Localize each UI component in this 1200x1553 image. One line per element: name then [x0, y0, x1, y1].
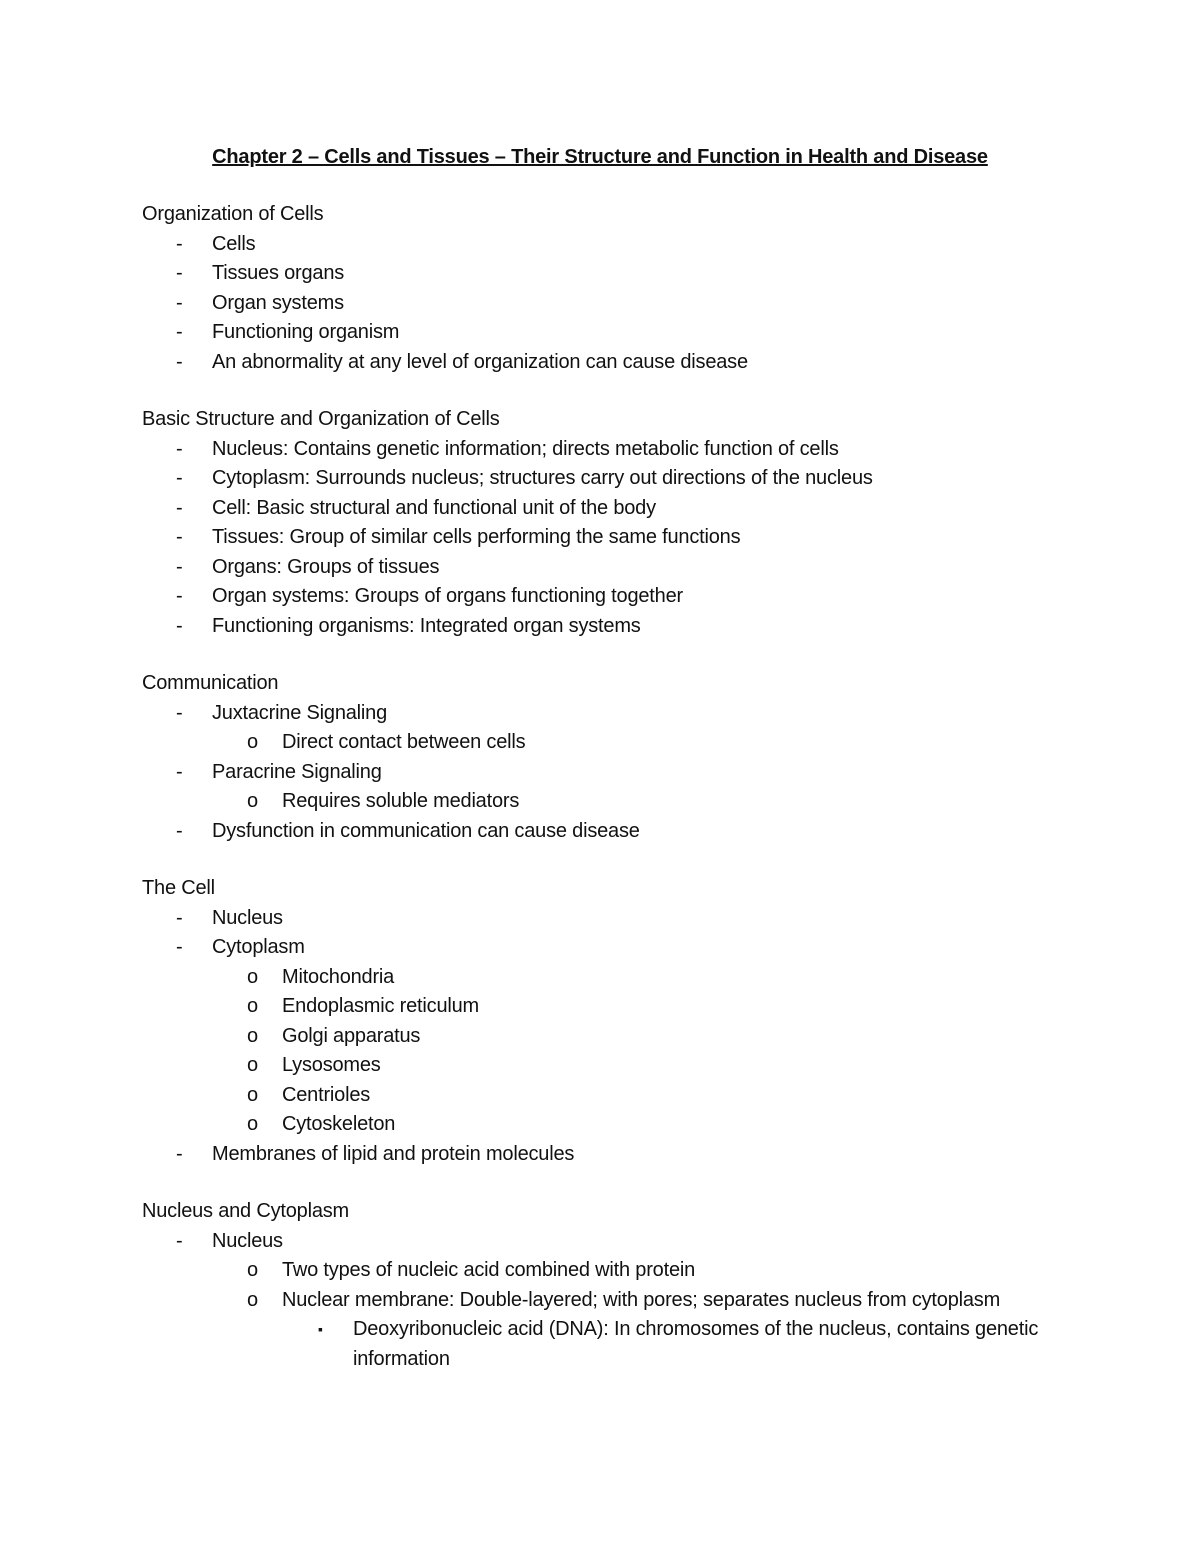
page-title: Chapter 2 – Cells and Tissues – Their Structure and Function in Health and Disease [212, 146, 988, 168]
dash-bullet: - [176, 1229, 183, 1252]
circle-bullet: o [247, 1024, 258, 1047]
circle-bullet: o [247, 1288, 258, 1311]
dash-bullet: - [176, 906, 183, 929]
list-item [142, 230, 1062, 260]
circle-bullet: o [247, 1259, 258, 1281]
circle-bullet: o [247, 790, 258, 812]
dash-bullet: - [176, 555, 183, 578]
circle-bullet: o [247, 995, 258, 1017]
list-item [142, 933, 1062, 963]
list-item [142, 817, 1062, 847]
list-item-text: Organ systems: Groups of organs functioning together [212, 585, 683, 607]
list-item [142, 289, 1062, 319]
section-the-cell [142, 874, 1062, 1169]
dash-bullet: - [176, 1142, 183, 1165]
section-organization-of-cells [142, 200, 1062, 377]
section-communication [142, 669, 1062, 846]
list-item [142, 612, 1062, 642]
list-item-text: Deoxyribonucleic acid (DNA): In chromosomes of the nucleus, contains genetic information [353, 1318, 1039, 1370]
list-item-text: Paracrine Signaling [212, 760, 382, 783]
list-item [142, 904, 1062, 934]
sub-list-item [142, 1110, 1062, 1140]
list-item [142, 435, 1062, 465]
document-body [142, 200, 1062, 1402]
list-item-text: Endoplasmic reticulum [282, 995, 479, 1017]
sub-list-item [142, 1286, 1062, 1316]
dash-bullet: - [176, 526, 183, 548]
sub-list-item [142, 728, 1062, 758]
list-item [142, 259, 1062, 289]
list-item-text: Organ systems [212, 291, 344, 314]
list-item-text: Centrioles [282, 1083, 371, 1106]
list-item-text: Nucleus [212, 906, 283, 929]
list-item-text: Cells [212, 232, 256, 255]
dash-bullet: - [176, 321, 183, 343]
list-item [142, 582, 1062, 612]
section-heading: Communication [142, 672, 279, 694]
list-item [142, 494, 1062, 524]
sub-list-item [142, 963, 1062, 993]
sub-list-item [142, 992, 1062, 1022]
list-item-text: Two types of nucleic acid combined with protein [282, 1259, 696, 1281]
dash-bullet: - [176, 585, 183, 607]
dash-bullet: - [176, 232, 183, 255]
circle-bullet: o [247, 965, 258, 988]
list-item-text: Cytoplasm [212, 936, 305, 958]
list-item-text: Nuclear membrane: Double-layered; with pores; separates nucleus from cytoplasm [282, 1288, 1001, 1311]
list-item [142, 1140, 1062, 1170]
dash-bullet: - [176, 496, 183, 519]
list-item-text: Functioning organism [212, 321, 400, 343]
sub-list-item [142, 1081, 1062, 1111]
dash-bullet: - [176, 291, 183, 314]
section-heading: The Cell [142, 877, 215, 899]
sub-list-item [142, 1256, 1062, 1286]
list-item-text: Requires soluble mediators [282, 790, 520, 812]
section-basic-structure [142, 405, 1062, 641]
list-item [142, 348, 1062, 378]
dash-bullet: - [176, 819, 183, 842]
list-item [142, 1227, 1062, 1257]
list-item-text: An abnormality at any level of organization can cause disease [212, 350, 748, 373]
list-item [142, 464, 1062, 494]
list-item-text: Tissues organs [212, 262, 345, 284]
circle-bullet: o [247, 1113, 258, 1135]
section-heading: Organization of Cells [142, 203, 324, 225]
list-item [142, 318, 1062, 348]
dash-bullet: - [176, 437, 183, 460]
list-item-text: Direct contact between cells [282, 731, 526, 753]
list-item-text: Functioning organisms: Integrated organ systems [212, 614, 641, 637]
dash-bullet: - [176, 262, 183, 284]
list-item-text: Cytoplasm: Surrounds nucleus; structures carry out directions of the nucleus [212, 467, 873, 489]
dash-bullet: - [176, 350, 183, 373]
sub-list-item [142, 1051, 1062, 1081]
list-item-text: Tissues: Group of similar cells performing the same functions [212, 526, 741, 548]
list-item [142, 758, 1062, 788]
dash-bullet: - [176, 701, 183, 724]
circle-bullet: o [247, 1083, 258, 1106]
section-nucleus-and-cytoplasm [142, 1197, 1062, 1374]
list-item-text: Cytoskeleton [282, 1113, 396, 1135]
dash-bullet: - [176, 936, 183, 958]
list-item-text: Nucleus [212, 1229, 283, 1252]
list-item-text: Cell: Basic structural and functional unit of the body [212, 496, 656, 519]
section-heading: Basic Structure and Organization of Cells [142, 408, 500, 430]
list-item-text: Dysfunction in communication can cause disease [212, 819, 640, 842]
dash-bullet: - [176, 760, 183, 783]
square-bullet: ▪ [318, 1321, 323, 1337]
list-item [142, 699, 1062, 729]
dash-bullet: - [176, 614, 183, 637]
list-item-text: Nucleus: Contains genetic information; directs metabolic function of cells [212, 437, 839, 460]
list-item-text: Membranes of lipid and protein molecules [212, 1142, 575, 1165]
list-item [142, 553, 1062, 583]
list-item-text: Lysosomes [282, 1054, 381, 1076]
list-item-text: Mitochondria [282, 965, 395, 988]
list-item-text: Organs: Groups of tissues [212, 555, 440, 578]
list-item-text: Golgi apparatus [282, 1024, 421, 1047]
dash-bullet: - [176, 467, 183, 489]
circle-bullet: o [247, 731, 258, 753]
section-heading: Nucleus and Cytoplasm [142, 1200, 350, 1222]
sub-list-item [142, 787, 1062, 817]
sub-sub-list-item [142, 1315, 1062, 1374]
sub-list-item [142, 1022, 1062, 1052]
list-item-text: Juxtacrine Signaling [212, 701, 387, 724]
circle-bullet: o [247, 1054, 258, 1076]
list-item [142, 523, 1062, 553]
